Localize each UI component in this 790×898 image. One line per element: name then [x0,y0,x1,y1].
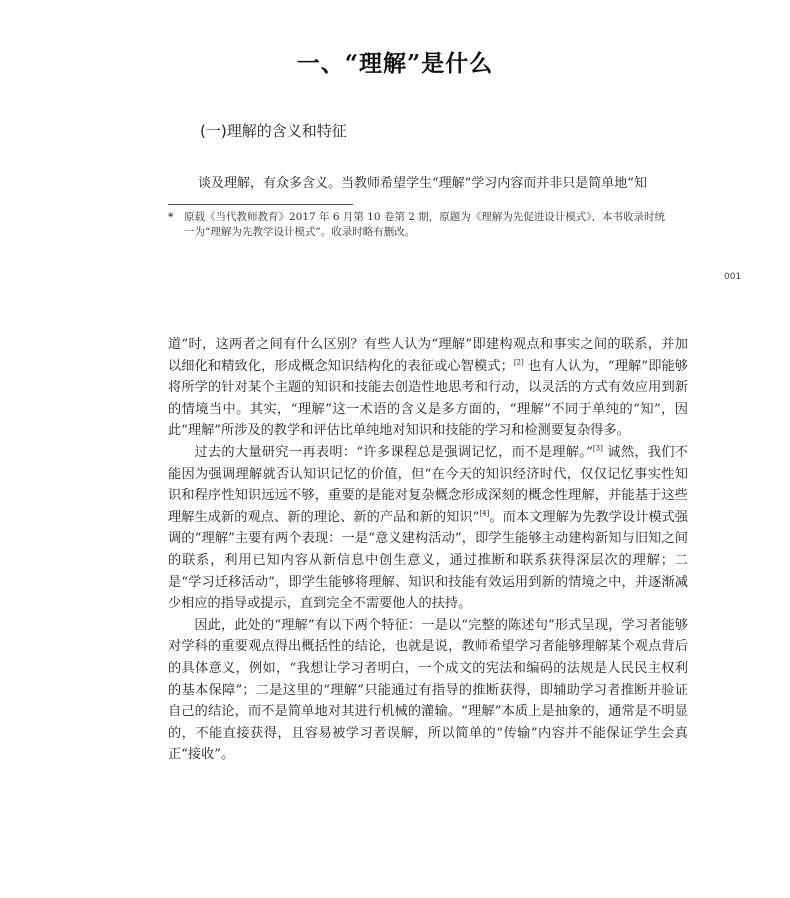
paragraph-continuation [168,334,688,442]
paragraph-research [168,442,688,615]
citation-ref: [4] [479,509,490,518]
paragraph-text: 道”时，这两者之间有什么区别？有些人认为“理解”即建构观点和事实之间的联系，并加以细化和精致化，形成概念知识结构化的表征或心智模式； [168,337,688,374]
footnote-marker: * [168,211,174,223]
citation-ref: [2] [513,358,524,367]
footnote-text: 原载《当代教师教育》2017 年 6 月第 10 卷第 2 期，原题为《理解为先促进设计模式》，本书收录时统一为“理解为先教学设计模式”。收录时略有删改。 [184,211,666,238]
page-number: 001 [724,272,742,282]
paragraph-text: 也有人认为，“理解”即能够将所学的针对某个主题的知识和技能去创造性地思考和行动，以灵活的方式有效应用到新的情境当中。其实，“理解”这一术语的含义是多方面的，“理解”不同于单纯的“知”，因此“理解”所涉及的教学和评估比单纯地对知识和技能的学习和检测要复杂得多。 [168,358,688,439]
paragraph-text: 过去的大量研究一再表明：“许多课程总是强调记忆，而不是理解。” [194,444,593,460]
paragraph-text: 诚然，我们不能因为强调理解就否认知识记忆的价值，但“在今天的知识经济时代，仅仅记忆事实性知识和程序性知识远远不够，重要的是能对复杂概念形成深刻的概念性理解，并能基于这些理解生成新的观点、新的理论、新的产品和新的知识” [168,444,688,525]
opening-paragraph: 谈及理解，有众多含义。当教师希望学生“理解”学习内容而并非只是简单地“知 [198,176,647,191]
paragraph-text: 。而本文理解为先教学设计模式强调的“理解”主要有两个表现：一是“意义建构活动”，即学生能够主动建构新知与旧知之间的联系，利用已知内容从新信息中创生意义，通过推断和联系获得深层次的理解；二是“学习迁移活动”，即学生能够将理解、知识和技能有效运用到新的情境之中，并逐渐减少相应的指导或提示，直到完全不需要他人的扶持。 [168,509,688,612]
section-heading: (一)理解的含义和特征 [200,122,347,140]
citation-ref: [3] [592,444,603,453]
chapter-title: 一、“理解”是什么 [296,50,494,77]
body-text [168,334,688,766]
footnote-divider [168,204,353,205]
footnote [168,210,668,240]
paragraph-features: 因此，此处的“理解”有以下两个特征：一是以“完整的陈述句”形式呈现，学习者能够对学科的重要观点得出概括性的结论，也就是说，教师希望学习者能够理解某个观点背后的具体意义，例如，“我想让学习者明白，一个成文的宪法和编码的法规是人民民主权利的基本保障”；二是这里的“理解”只能通过有指导的推断获得，即辅助学习者推断并验证自己的结论，而不是简单地对其进行机械的灌输。“理解”本质上是抽象的，通常是不明显的，不能直接获得，且容易被学习者误解，所以简单的“传输”内容并不能保证学生会真正“接收”。 [168,617,688,763]
